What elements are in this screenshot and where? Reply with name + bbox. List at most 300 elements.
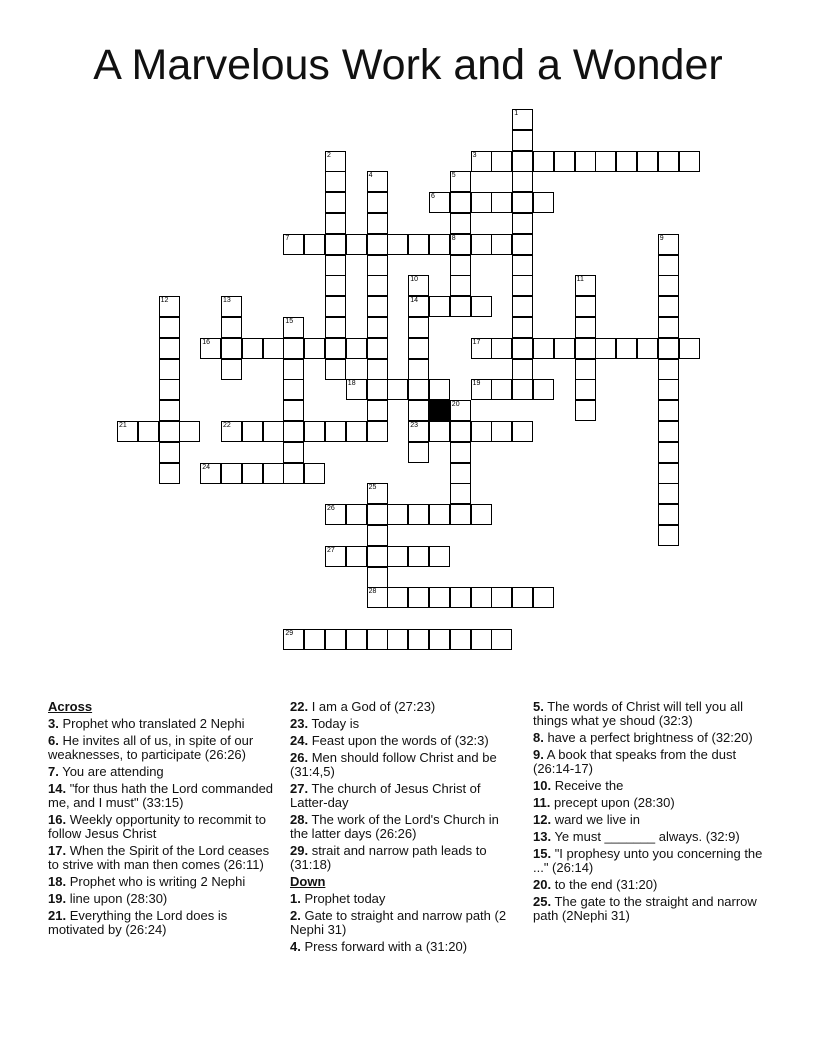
clue-item-text: Prophet today bbox=[300, 891, 386, 906]
clue-number: 27 bbox=[327, 546, 335, 554]
grid-cell[interactable] bbox=[491, 421, 512, 442]
clue-item-number: 4. bbox=[290, 939, 301, 954]
grid-cell[interactable] bbox=[512, 379, 533, 400]
grid-cell[interactable] bbox=[429, 296, 450, 317]
across-heading: Across bbox=[48, 699, 93, 714]
clue-item bbox=[48, 892, 276, 906]
grid-cell[interactable] bbox=[283, 400, 304, 421]
grid-cell[interactable] bbox=[283, 629, 304, 650]
clue-item-number: 26. bbox=[290, 750, 309, 765]
grid-cell[interactable] bbox=[658, 504, 679, 525]
grid-cell[interactable] bbox=[159, 317, 180, 338]
grid-cell[interactable] bbox=[471, 421, 492, 442]
grid-cell[interactable] bbox=[200, 338, 221, 359]
grid-cell[interactable] bbox=[512, 213, 533, 234]
grid-cell[interactable] bbox=[242, 463, 263, 484]
grid-cell[interactable] bbox=[450, 275, 471, 296]
grid-cell[interactable] bbox=[491, 379, 512, 400]
clue-item-number: 11. bbox=[533, 795, 551, 810]
grid-cell[interactable] bbox=[159, 463, 180, 484]
clue-item-number: 19. bbox=[48, 891, 67, 906]
grid-cell[interactable] bbox=[471, 296, 492, 317]
grid-cell[interactable] bbox=[429, 234, 450, 255]
grid-cell[interactable] bbox=[658, 483, 679, 504]
grid-cell[interactable] bbox=[575, 275, 596, 296]
grid-cell[interactable] bbox=[450, 400, 471, 421]
clue-item-text: Ye must _______ always. (32:9) bbox=[551, 829, 740, 844]
clue-number: 3 bbox=[472, 151, 477, 159]
clue-item-text: Prophet who is writing 2 Nephi bbox=[66, 874, 246, 889]
grid-cell[interactable] bbox=[637, 151, 658, 172]
grid-cell[interactable] bbox=[679, 151, 700, 172]
grid-cell[interactable] bbox=[408, 504, 429, 525]
grid-cell[interactable] bbox=[367, 629, 388, 650]
grid-cell[interactable] bbox=[159, 400, 180, 421]
grid-cell[interactable] bbox=[346, 546, 367, 567]
grid-cell[interactable] bbox=[658, 338, 679, 359]
clue-item-text: The gate to the straight and narrow path (2Nephi 31) bbox=[533, 894, 757, 923]
grid-cell[interactable] bbox=[450, 234, 471, 255]
clue-item bbox=[533, 796, 763, 810]
grid-cell[interactable] bbox=[658, 296, 679, 317]
grid-cell[interactable] bbox=[429, 421, 450, 442]
clue-item-number: 29. bbox=[290, 843, 309, 858]
grid-cell[interactable] bbox=[283, 442, 304, 463]
grid-cell[interactable] bbox=[512, 338, 533, 359]
grid-cell[interactable] bbox=[658, 463, 679, 484]
grid-cell[interactable] bbox=[179, 421, 200, 442]
clue-item bbox=[48, 909, 276, 937]
grid-cell[interactable] bbox=[450, 629, 471, 650]
grid-cell[interactable] bbox=[471, 151, 492, 172]
grid-cell[interactable] bbox=[200, 463, 221, 484]
grid-cell[interactable] bbox=[575, 317, 596, 338]
grid-cell[interactable] bbox=[283, 379, 304, 400]
clue-number: 4 bbox=[368, 172, 373, 180]
grid-cell[interactable] bbox=[512, 317, 533, 338]
clue-number: 1 bbox=[514, 110, 519, 117]
grid-cell[interactable] bbox=[658, 525, 679, 546]
grid-cell[interactable] bbox=[263, 421, 284, 442]
grid-cell[interactable] bbox=[304, 463, 325, 484]
grid-cell[interactable] bbox=[304, 421, 325, 442]
grid-cell[interactable] bbox=[491, 151, 512, 172]
grid-cell[interactable] bbox=[658, 317, 679, 338]
grid-cell[interactable] bbox=[325, 213, 346, 234]
grid-cell[interactable] bbox=[367, 483, 388, 504]
grid-cell[interactable] bbox=[387, 379, 408, 400]
grid-cell[interactable] bbox=[450, 213, 471, 234]
clue-item bbox=[290, 782, 520, 810]
grid-cell[interactable] bbox=[159, 421, 180, 442]
clue-item-number: 18. bbox=[48, 874, 67, 889]
grid-cell[interactable] bbox=[575, 359, 596, 380]
grid-cell[interactable] bbox=[450, 296, 471, 317]
grid-cell[interactable] bbox=[408, 359, 429, 380]
clue-item-number: 14. bbox=[48, 781, 67, 796]
grid-cell[interactable] bbox=[679, 338, 700, 359]
clue-item-number: 13. bbox=[533, 829, 552, 844]
grid-cell[interactable] bbox=[512, 587, 533, 608]
grid-cell[interactable] bbox=[408, 338, 429, 359]
grid-cell[interactable] bbox=[408, 629, 429, 650]
grid-cell[interactable] bbox=[221, 338, 242, 359]
grid-cell[interactable] bbox=[637, 338, 658, 359]
grid-cell[interactable] bbox=[367, 525, 388, 546]
down-heading: Down bbox=[290, 874, 326, 889]
grid-cell[interactable] bbox=[450, 442, 471, 463]
grid-cell[interactable] bbox=[346, 421, 367, 442]
clue-item bbox=[533, 813, 763, 827]
grid-cell[interactable] bbox=[408, 275, 429, 296]
grid-cell[interactable] bbox=[325, 359, 346, 380]
clue-number: 28 bbox=[368, 588, 377, 596]
grid-cell[interactable] bbox=[658, 255, 679, 276]
grid-cell[interactable] bbox=[491, 338, 512, 359]
clue-item-text: You are attending bbox=[58, 764, 164, 779]
grid-cell[interactable] bbox=[263, 338, 284, 359]
grid-cell[interactable] bbox=[325, 255, 346, 276]
clue-item-number: 22. bbox=[290, 699, 309, 714]
clue-number: 13 bbox=[223, 297, 231, 305]
grid-cell[interactable] bbox=[367, 192, 388, 213]
grid-cell[interactable] bbox=[616, 338, 637, 359]
clue-item bbox=[290, 940, 520, 954]
grid-cell[interactable] bbox=[595, 151, 616, 172]
grid-cell[interactable] bbox=[658, 275, 679, 296]
grid-cell[interactable] bbox=[325, 338, 346, 359]
grid-cell[interactable] bbox=[408, 379, 429, 400]
grid-cell[interactable] bbox=[533, 151, 554, 172]
grid-cell[interactable] bbox=[367, 400, 388, 421]
clue-item bbox=[533, 731, 763, 745]
grid-cell[interactable] bbox=[658, 379, 679, 400]
grid-cell[interactable] bbox=[387, 587, 408, 608]
grid-cell[interactable] bbox=[575, 400, 596, 421]
grid-cell[interactable] bbox=[471, 629, 492, 650]
grid-cell[interactable] bbox=[471, 504, 492, 525]
clue-item bbox=[533, 700, 763, 728]
grid-cell[interactable] bbox=[512, 151, 533, 172]
clue-item bbox=[48, 844, 276, 872]
clue-item-number: 9. bbox=[533, 747, 544, 762]
clue-item-text: precept upon (28:30) bbox=[550, 795, 675, 810]
grid-cell[interactable] bbox=[491, 587, 512, 608]
clue-number: 16 bbox=[202, 338, 210, 346]
clue-item-number: 5. bbox=[533, 699, 544, 714]
grid-cell[interactable] bbox=[450, 504, 471, 525]
clue-item-text: strait and narrow path leads to (31:18) bbox=[290, 843, 487, 872]
clue-item-text: The work of the Lord's Church in the latter days (26:26) bbox=[290, 812, 499, 841]
grid-cell[interactable] bbox=[512, 296, 533, 317]
clue-number: 26 bbox=[327, 505, 335, 513]
clue-item-number: 25. bbox=[533, 894, 552, 909]
grid-cell[interactable] bbox=[533, 587, 554, 608]
grid-cell[interactable] bbox=[325, 151, 346, 172]
grid-cell[interactable] bbox=[408, 546, 429, 567]
grid-cell[interactable] bbox=[512, 234, 533, 255]
grid-cell[interactable] bbox=[512, 171, 533, 192]
grid-cell[interactable] bbox=[471, 192, 492, 213]
grid-cell[interactable] bbox=[138, 421, 159, 442]
grid-cell[interactable] bbox=[346, 629, 367, 650]
grid-cell[interactable] bbox=[325, 629, 346, 650]
clue-number: 22 bbox=[223, 422, 231, 429]
grid-cell[interactable] bbox=[658, 442, 679, 463]
grid-cell[interactable] bbox=[512, 359, 533, 380]
grid-cell[interactable] bbox=[512, 192, 533, 213]
grid-cell[interactable] bbox=[159, 359, 180, 380]
clue-item-number: 24. bbox=[290, 733, 309, 748]
clue-item-text: to the end (31:20) bbox=[551, 877, 658, 892]
grid-cell[interactable] bbox=[221, 421, 242, 442]
clue-column-1 bbox=[48, 700, 276, 940]
clue-item-number: 17. bbox=[48, 843, 67, 858]
grid-cell[interactable] bbox=[450, 171, 471, 192]
clue-item bbox=[290, 717, 520, 731]
grid-cell[interactable] bbox=[491, 629, 512, 650]
grid-cell[interactable] bbox=[408, 317, 429, 338]
grid-cell[interactable] bbox=[221, 359, 242, 380]
clue-number: 9 bbox=[659, 234, 664, 242]
grid-cell[interactable] bbox=[263, 463, 284, 484]
grid-cell[interactable] bbox=[304, 234, 325, 255]
grid-cell[interactable] bbox=[367, 587, 388, 608]
grid-cell[interactable] bbox=[304, 629, 325, 650]
grid-cell[interactable] bbox=[221, 463, 242, 484]
grid-cell[interactable] bbox=[367, 171, 388, 192]
clue-item bbox=[290, 844, 520, 872]
grid-cell[interactable] bbox=[242, 421, 263, 442]
clue-item bbox=[290, 909, 520, 937]
grid-cell[interactable] bbox=[450, 192, 471, 213]
clue-item bbox=[48, 717, 276, 731]
clue-item bbox=[290, 813, 520, 841]
grid-cell[interactable] bbox=[159, 338, 180, 359]
clue-item-text: Today is bbox=[308, 716, 360, 731]
grid-cell[interactable] bbox=[471, 338, 492, 359]
clue-item-text: When the Spirit of the Lord ceases to strive with man then comes (26:11) bbox=[48, 843, 270, 872]
grid-cell[interactable] bbox=[471, 379, 492, 400]
grid-cell[interactable] bbox=[450, 255, 471, 276]
grid-cell[interactable] bbox=[408, 442, 429, 463]
clue-item bbox=[533, 779, 763, 793]
grid-cell[interactable] bbox=[242, 338, 263, 359]
grid-cell[interactable] bbox=[429, 192, 450, 213]
clue-item bbox=[290, 751, 520, 779]
clue-item bbox=[290, 734, 520, 748]
clue-item-text: line upon (28:30) bbox=[66, 891, 168, 906]
clue-number: 7 bbox=[285, 234, 290, 242]
grid-cell[interactable] bbox=[159, 442, 180, 463]
clue-number: 23 bbox=[410, 422, 418, 429]
clue-number: 12 bbox=[160, 297, 169, 305]
grid-cell[interactable] bbox=[429, 587, 450, 608]
grid-cell[interactable] bbox=[367, 213, 388, 234]
clue-item-number: 20. bbox=[533, 877, 552, 892]
clue-number: 10 bbox=[410, 276, 418, 284]
grid-cell[interactable] bbox=[325, 192, 346, 213]
clue-item bbox=[533, 878, 763, 892]
clue-number: 11 bbox=[576, 276, 584, 284]
grid-cell[interactable] bbox=[512, 275, 533, 296]
grid-block bbox=[429, 400, 450, 421]
grid-cell[interactable] bbox=[658, 234, 679, 255]
clue-item-text: Men should follow Christ and be (31:4,5) bbox=[290, 750, 497, 779]
grid-cell[interactable] bbox=[387, 629, 408, 650]
grid-cell[interactable] bbox=[159, 379, 180, 400]
grid-cell[interactable] bbox=[512, 255, 533, 276]
grid-cell[interactable] bbox=[512, 130, 533, 151]
grid-cell[interactable] bbox=[367, 255, 388, 276]
grid-cell[interactable] bbox=[283, 359, 304, 380]
grid-cell[interactable] bbox=[408, 234, 429, 255]
grid-cell[interactable] bbox=[304, 338, 325, 359]
grid-cell[interactable] bbox=[283, 317, 304, 338]
grid-cell[interactable] bbox=[533, 338, 554, 359]
clue-item-text: Weekly opportunity to recommit to follow Jesus Christ bbox=[48, 812, 266, 841]
grid-cell[interactable] bbox=[367, 338, 388, 359]
grid-cell[interactable] bbox=[491, 192, 512, 213]
grid-cell[interactable] bbox=[367, 234, 388, 255]
clue-number: 18 bbox=[347, 380, 356, 388]
clue-item-number: 7. bbox=[48, 764, 59, 779]
grid-cell[interactable] bbox=[283, 421, 304, 442]
page-title: A Marvelous Work and a Wonder bbox=[93, 41, 723, 89]
clue-item-text: Prophet who translated 2 Nephi bbox=[58, 716, 245, 731]
grid-cell[interactable] bbox=[471, 234, 492, 255]
clue-item bbox=[48, 875, 276, 889]
grid-cell[interactable] bbox=[159, 296, 180, 317]
grid-cell[interactable] bbox=[325, 546, 346, 567]
grid-cell[interactable] bbox=[429, 504, 450, 525]
clue-number: 8 bbox=[451, 234, 456, 242]
grid-cell[interactable] bbox=[367, 296, 388, 317]
grid-cell[interactable] bbox=[367, 546, 388, 567]
grid-cell[interactable] bbox=[221, 317, 242, 338]
grid-cell[interactable] bbox=[408, 421, 429, 442]
grid-cell[interactable] bbox=[408, 400, 429, 421]
grid-cell[interactable] bbox=[283, 234, 304, 255]
grid-cell[interactable] bbox=[367, 379, 388, 400]
grid-cell[interactable] bbox=[450, 463, 471, 484]
grid-cell[interactable] bbox=[408, 587, 429, 608]
grid-cell[interactable] bbox=[533, 379, 554, 400]
grid-cell[interactable] bbox=[283, 338, 304, 359]
clue-number: 2 bbox=[327, 151, 331, 159]
clue-item-text: Gate to straight and narrow path (2 Nephi 31) bbox=[290, 908, 507, 937]
grid-cell[interactable] bbox=[367, 317, 388, 338]
grid-cell[interactable] bbox=[325, 275, 346, 296]
grid-cell[interactable] bbox=[367, 567, 388, 588]
grid-cell[interactable] bbox=[346, 234, 367, 255]
grid-cell[interactable] bbox=[554, 338, 575, 359]
grid-cell[interactable] bbox=[325, 296, 346, 317]
grid-cell[interactable] bbox=[471, 587, 492, 608]
grid-cell[interactable] bbox=[408, 296, 429, 317]
grid-cell[interactable] bbox=[346, 379, 367, 400]
grid-cell[interactable] bbox=[367, 275, 388, 296]
grid-cell[interactable] bbox=[533, 192, 554, 213]
grid-cell[interactable] bbox=[616, 151, 637, 172]
clue-item-text: ward we live in bbox=[551, 812, 640, 827]
clue-number: 19 bbox=[472, 380, 481, 388]
grid-cell[interactable] bbox=[575, 296, 596, 317]
grid-cell[interactable] bbox=[658, 400, 679, 421]
clue-item bbox=[533, 748, 763, 776]
grid-cell[interactable] bbox=[575, 338, 596, 359]
grid-cell[interactable] bbox=[450, 421, 471, 442]
clue-item bbox=[48, 765, 276, 779]
clue-item bbox=[48, 813, 276, 841]
grid-cell[interactable] bbox=[221, 296, 242, 317]
clue-number: 24 bbox=[202, 463, 210, 471]
grid-cell[interactable] bbox=[346, 338, 367, 359]
grid-cell[interactable] bbox=[387, 546, 408, 567]
grid-cell[interactable] bbox=[325, 504, 346, 525]
clue-number: 25 bbox=[368, 484, 377, 492]
clue-item-number: 2. bbox=[290, 908, 301, 923]
grid-cell[interactable] bbox=[575, 379, 596, 400]
clue-item-number: 27. bbox=[290, 781, 309, 796]
clue-item-number: 8. bbox=[533, 730, 544, 745]
clue-column-3 bbox=[533, 700, 763, 926]
grid-cell[interactable] bbox=[512, 421, 533, 442]
grid-cell[interactable] bbox=[595, 338, 616, 359]
clue-column-2 bbox=[290, 700, 520, 957]
clue-item-text: A book that speaks from the dust (26:14-17) bbox=[533, 747, 737, 776]
grid-cell[interactable] bbox=[325, 171, 346, 192]
grid-cell[interactable] bbox=[387, 504, 408, 525]
grid-cell[interactable] bbox=[450, 587, 471, 608]
grid-cell[interactable] bbox=[429, 546, 450, 567]
grid-cell[interactable] bbox=[367, 504, 388, 525]
grid-cell[interactable] bbox=[658, 151, 679, 172]
grid-cell[interactable] bbox=[117, 421, 138, 442]
grid-cell[interactable] bbox=[325, 421, 346, 442]
clue-item-text: Everything the Lord does is motivated by (26:24) bbox=[48, 908, 228, 937]
grid-cell[interactable] bbox=[325, 234, 346, 255]
clue-item-number: 28. bbox=[290, 812, 309, 827]
clue-number: 29 bbox=[285, 630, 294, 637]
clue-item-number: 15. bbox=[533, 846, 552, 861]
grid-cell[interactable] bbox=[325, 317, 346, 338]
clue-item bbox=[48, 782, 276, 810]
clue-item-number: 6. bbox=[48, 733, 59, 748]
grid-cell[interactable] bbox=[554, 151, 575, 172]
clue-item-number: 21. bbox=[48, 908, 67, 923]
grid-cell[interactable] bbox=[367, 359, 388, 380]
grid-cell[interactable] bbox=[512, 109, 533, 130]
grid-cell[interactable] bbox=[429, 379, 450, 400]
clue-number: 14 bbox=[410, 297, 418, 305]
grid-cell[interactable] bbox=[346, 504, 367, 525]
grid-cell[interactable] bbox=[387, 234, 408, 255]
grid-cell[interactable] bbox=[283, 463, 304, 484]
grid-cell[interactable] bbox=[658, 359, 679, 380]
clue-item-number: 23. bbox=[290, 716, 309, 731]
grid-cell[interactable] bbox=[367, 421, 388, 442]
grid-cell[interactable] bbox=[491, 234, 512, 255]
clue-item-text: The church of Jesus Christ of Latter-day bbox=[290, 781, 481, 810]
clue-item-text: Feast upon the words of (32:3) bbox=[308, 733, 489, 748]
grid-cell[interactable] bbox=[450, 483, 471, 504]
grid-cell[interactable] bbox=[575, 151, 596, 172]
clue-item bbox=[533, 830, 763, 844]
grid-cell[interactable] bbox=[658, 421, 679, 442]
clue-item bbox=[290, 892, 520, 906]
grid-cell[interactable] bbox=[429, 629, 450, 650]
